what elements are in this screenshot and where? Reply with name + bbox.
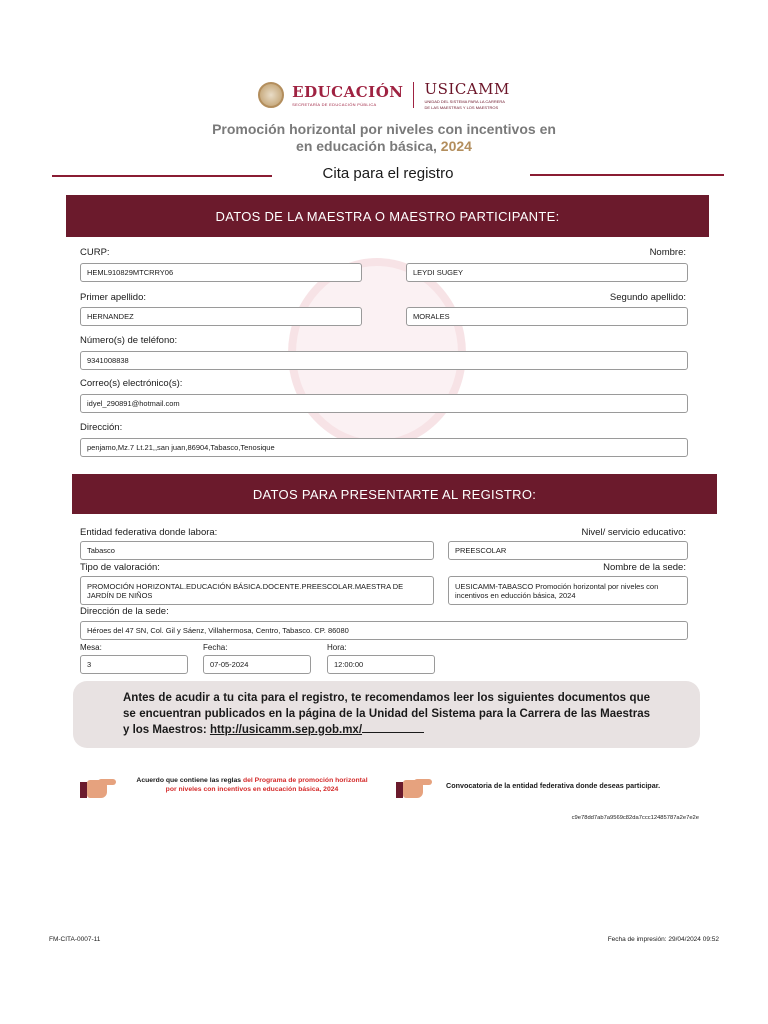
correo-label: Correo(s) electrónico(s): bbox=[80, 378, 183, 389]
fecha-field: 07-05-2024 bbox=[203, 655, 311, 674]
usicamm-logo-sub-2: DE LAS MAESTRAS Y LOS MAESTROS bbox=[424, 105, 499, 110]
direccion-label: Dirección: bbox=[80, 422, 123, 433]
pointing-hand-icon bbox=[80, 776, 116, 800]
title-year: 2024 bbox=[440, 138, 472, 154]
segundo-apellido-field: MORALES bbox=[406, 307, 688, 326]
mesa-label: Mesa: bbox=[80, 643, 102, 652]
nivel-field: PREESCOLAR bbox=[448, 541, 688, 560]
notice-text: Antes de acudir a tu cita para el registro, te recomendamos leer los siguientes documentos que se encuentran publicados en la página de la Unidad del Sistema para la Carrera de las Maestras y los Maestros: bbox=[123, 692, 650, 736]
correo-field: idyel_290891@hotmail.com bbox=[80, 394, 688, 413]
direccion-field: penjamo,Mz.7 Lt.21,,san juan,86904,Tabasco,Tenosique bbox=[80, 438, 688, 457]
form-code: FM-CITA-0007-11 bbox=[49, 936, 101, 943]
logo-divider bbox=[413, 82, 414, 108]
sep-logo-sub: SECRETARÍA DE EDUCACIÓN PÚBLICA bbox=[292, 102, 377, 107]
pointing-hand-icon bbox=[396, 776, 432, 800]
sede-nombre-field: UESICAMM-TABASCO Promoción horizontal por niveles con incentivos en educción básica, 2024 bbox=[448, 576, 688, 605]
primer-apellido-label: Primer apellido: bbox=[80, 292, 146, 303]
cita-heading bbox=[52, 164, 724, 188]
hora-label: Hora: bbox=[327, 643, 347, 652]
primer-apellido-field: HERNANDEZ bbox=[80, 307, 362, 326]
section-participant-header: DATOS DE LA MAESTRA O MAESTRO PARTICIPANTE: bbox=[66, 195, 709, 237]
sede-direccion-field: Héroes del 47 SN, Col. Gil y Sáenz, Villahermosa, Centro, Tabasco. CP. 86080 bbox=[80, 621, 688, 640]
fecha-label: Fecha: bbox=[203, 643, 228, 652]
tipo-valoracion-field: PROMOCIÓN HORIZONTAL.EDUCACIÓN BÁSICA.DOCENTE.PREESCOLAR.MAESTRA DE JARDÍN DE NIÑOS bbox=[80, 576, 434, 605]
title-line-1: Promoción horizontal por niveles con incentivos en bbox=[212, 121, 556, 137]
segundo-apellido-label: Segundo apellido: bbox=[609, 292, 686, 303]
header-logos bbox=[0, 80, 768, 110]
title-line-2-text: en educación básica, bbox=[296, 138, 437, 154]
title-line-2 bbox=[0, 138, 768, 155]
link-underline bbox=[362, 723, 424, 733]
curp-field: HEML910829MTCRRY06 bbox=[80, 263, 362, 282]
curp-label: CURP: bbox=[80, 247, 110, 258]
sep-logo-word: EDUCACIÓN bbox=[292, 83, 404, 101]
document-hash: c9e78dd7ab7a9569c82da7ccc12485787a2e7e2e bbox=[571, 815, 699, 821]
print-date: Fecha de impresión: 29/04/2024 09:52 bbox=[607, 936, 719, 943]
sede-nombre-label: Nombre de la sede: bbox=[603, 562, 686, 573]
hora-field: 12:00:00 bbox=[327, 655, 435, 674]
recommendation-notice bbox=[73, 681, 700, 748]
telefono-field: 9341008838 bbox=[80, 351, 688, 370]
entidad-label: Entidad federativa donde labora: bbox=[80, 527, 218, 538]
nombre-field: LEYDI SUGEY bbox=[406, 263, 688, 282]
sede-direccion-label: Dirección de la sede: bbox=[80, 606, 169, 617]
sep-logo bbox=[292, 83, 403, 107]
usicamm-logo-sub-1: UNIDAD DEL SISTEMA PARA LA CARRERA bbox=[424, 99, 505, 104]
nivel-label: Nivel/ servicio educativo: bbox=[581, 527, 686, 538]
usicamm-link[interactable]: http://usicamm.sep.gob.mx/ bbox=[209, 724, 363, 736]
seal-icon bbox=[258, 82, 284, 108]
nombre-label: Nombre: bbox=[649, 247, 686, 258]
reglas-link-part2: del Programa de promoción horizontal por niveles con incentivos en educación básica, 2024 bbox=[165, 777, 368, 793]
usicamm-logo-word: USICAMM bbox=[424, 80, 510, 98]
section-registration-header: DATOS PARA PRESENTARTE AL REGISTRO: bbox=[72, 474, 717, 514]
entidad-field: Tabasco bbox=[80, 541, 434, 560]
mesa-field: 3 bbox=[80, 655, 188, 674]
page-title bbox=[0, 121, 768, 155]
telefono-label: Número(s) de teléfono: bbox=[80, 335, 178, 346]
convocatoria-link[interactable]: Convocatoria de la entidad federativa donde deseas participar. bbox=[446, 781, 661, 790]
usicamm-logo bbox=[424, 80, 509, 110]
reglas-link[interactable] bbox=[134, 776, 370, 794]
tipo-valoracion-label: Tipo de valoración: bbox=[80, 562, 160, 573]
cita-title: Cita para el registro bbox=[322, 165, 454, 182]
reglas-link-part1: Acuerdo que contiene las reglas bbox=[136, 777, 242, 784]
